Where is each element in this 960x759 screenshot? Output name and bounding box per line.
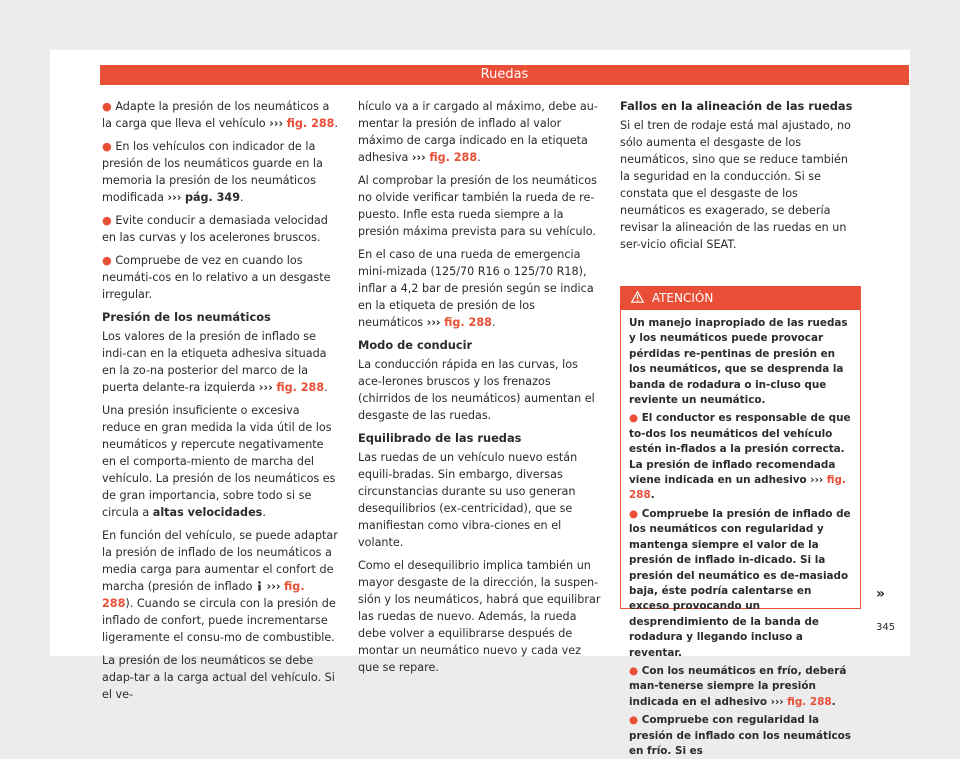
section-heading: Modo de conducir (358, 338, 473, 352)
bullet-icon: ● (629, 664, 639, 677)
paragraph: En el caso de una rueda de emergencia mini-mizada (125/70 R16 o 125/70 R18), inflar a 4,2 bar de presión según se indica en la etiqueta de presión de los neumáticos ››› fig. 288. (358, 248, 594, 329)
bullet-icon: ● (629, 412, 639, 425)
bullet-item: ● Adapte la presión de los neumáticos a la carga que lleva el vehículo ››› fig. 288. (102, 100, 338, 130)
bullet-icon: ● (629, 507, 639, 520)
bullet-item: ● Compruebe con regularidad la presión de inflado con los neumáticos en frío. Si es (629, 714, 851, 757)
paragraph: Una presión insuficiente o excesiva reduce en gran medida la vida útil de los neumáticos y repercute negativamente en el comporta-miento de marcha del vehículo. La presión de los neumáticos es de gran importancia, sobre todo si se circula a altas velocidades. (102, 404, 336, 519)
paragraph: Los valores de la presión de inflado se indi-can en la etiqueta adhesiva situada en la zo-na posterior del marco de la puerta delante-ra izquierda ››› fig. 288. (102, 330, 328, 394)
header-title: Ruedas (480, 67, 529, 82)
bullet-item: ● El conductor es responsable de que to-dos los neumáticos del vehículo estén in-flados a la presión correcta. La presión de inflado recomendada viene indicada en un adhesivo ››› fig. 288. (629, 412, 851, 502)
bullet-icon: ● (102, 214, 112, 227)
warning-header (621, 287, 860, 310)
bullet-icon: ● (102, 254, 112, 267)
section-heading: Presión de los neumáticos (102, 310, 271, 324)
paragraph: hículo va a ir cargado al máximo, debe au-mentar la presión de inflado al valor máximo de carga indicado en la etiqueta adhesiva ››› fig. 288. (358, 100, 598, 164)
bullet-item: ● Con los neumáticos en frío, deberá man-tenerse siempre la presión indicada en el adhesivo ››› fig. 288. (629, 664, 847, 708)
info-icon (256, 581, 263, 591)
figure-link[interactable]: fig. 288 (276, 381, 325, 394)
paragraph: La presión de los neumáticos se debe adap-tar a la carga actual del vehículo. Si el ve- (102, 654, 335, 701)
warning-triangle-icon (631, 291, 644, 303)
figure-link[interactable]: fig. 288 (787, 695, 832, 708)
paragraph: La conducción rápida en las curvas, los ace-lerones bruscos y los frenazos (chirridos de los neumáticos) aumentan el desgaste de las ruedas. (358, 358, 595, 422)
figure-link[interactable]: fig. 288 (429, 151, 478, 164)
bullet-icon: ● (102, 100, 112, 113)
warning-body (621, 310, 860, 759)
figure-link[interactable]: fig. 288 (286, 117, 335, 130)
warning-paragraph: Un manejo inapropiado de las ruedas y los neumáticos puede provocar pérdidas re-pentinas de presión en los neumáticos, que se desprenda la banda de rodadura o in-cluso que reviente un neumático. (629, 317, 848, 407)
bullet-item: ● Compruebe la presión de inflado de los neumáticos con regularidad y mantenga siempre el valor de la presión de inflado in-dicado. Si la presión del neumático es de-masiado baja, éste podría calentarse en exceso provocando un desprendimiento de la banda de rodadura y llegando incluso a reventar. (629, 507, 851, 659)
bullet-icon: ● (102, 140, 112, 153)
figure-link[interactable]: fig. 288 (629, 474, 846, 502)
bullet-item: ● Evite conducir a demasiada velocidad en las curvas y los acelerones bruscos. (102, 214, 328, 244)
page-number: 345 (876, 622, 896, 633)
warning-title: ATENCIÓN (651, 291, 714, 305)
continue-marker: » (876, 586, 886, 602)
column-2 (358, 98, 601, 682)
column-3 (620, 98, 860, 259)
section-heading: Equilibrado de las ruedas (358, 431, 522, 445)
column-1 (102, 98, 339, 709)
bullet-icon: ● (629, 714, 639, 727)
page (50, 50, 910, 757)
figure-link[interactable]: fig. 288 (102, 580, 305, 610)
figure-link[interactable]: fig. 288 (444, 316, 492, 329)
bullet-item: ● En los vehículos con indicador de la presión de los neumáticos guarde en la memoria la presión de los neumáticos modificada ››› pág. 349. (102, 140, 323, 204)
bullet-item: ● Compruebe de vez en cuando los neumáti-cos en lo relativo a un desgaste irregular. (102, 254, 331, 301)
paragraph: Si el tren de rodaje está mal ajustado, no sólo aumenta el desgaste de los neumáticos, sino que se reduce también la seguridad en la conducción. Si se constata que el desgaste de los neumáticos es exagerado, se debería revisar la alineación de las ruedas en un ser-vicio oficial SEAT. (620, 119, 851, 251)
section-heading: Fallos en la alineación de las ruedas (620, 99, 853, 113)
paragraph: Las ruedas de un vehículo nuevo están equili-bradas. Sin embargo, diversas circunstancias durante su uso generan desequilibrios (ex-centricidad), que se manifiestan como vibra-ciones en el volante. (358, 451, 578, 549)
paragraph: Como el desequilibrio implica también un mayor desgaste de la dirección, la suspen-sión y los neumáticos, habrá que equilibrar las ruedas de nuevo. Además, la rueda debe volver a equilibrarse después de montar un neumático nuevo y cada vez que se repare. (358, 559, 601, 674)
page-header (100, 65, 909, 85)
page-link[interactable]: pág. 349 (184, 191, 241, 204)
paragraph: En función del vehículo, se puede adaptar la presión de inflado de los neumáticos a media carga para aumentar el confort de marcha (presión de inflado ››› fig. 288). Cuando se circula con la presión de inflado de confort, puede incrementarse ligeramente el consu-mo de combustible. (102, 529, 338, 644)
paragraph: Al comprobar la presión de los neumáticos no olvide verificar también la rueda de re-puesto. Infle esta rueda siempre a la presión máxima prevista para su vehículo. (358, 174, 597, 238)
warning-box (620, 286, 861, 757)
